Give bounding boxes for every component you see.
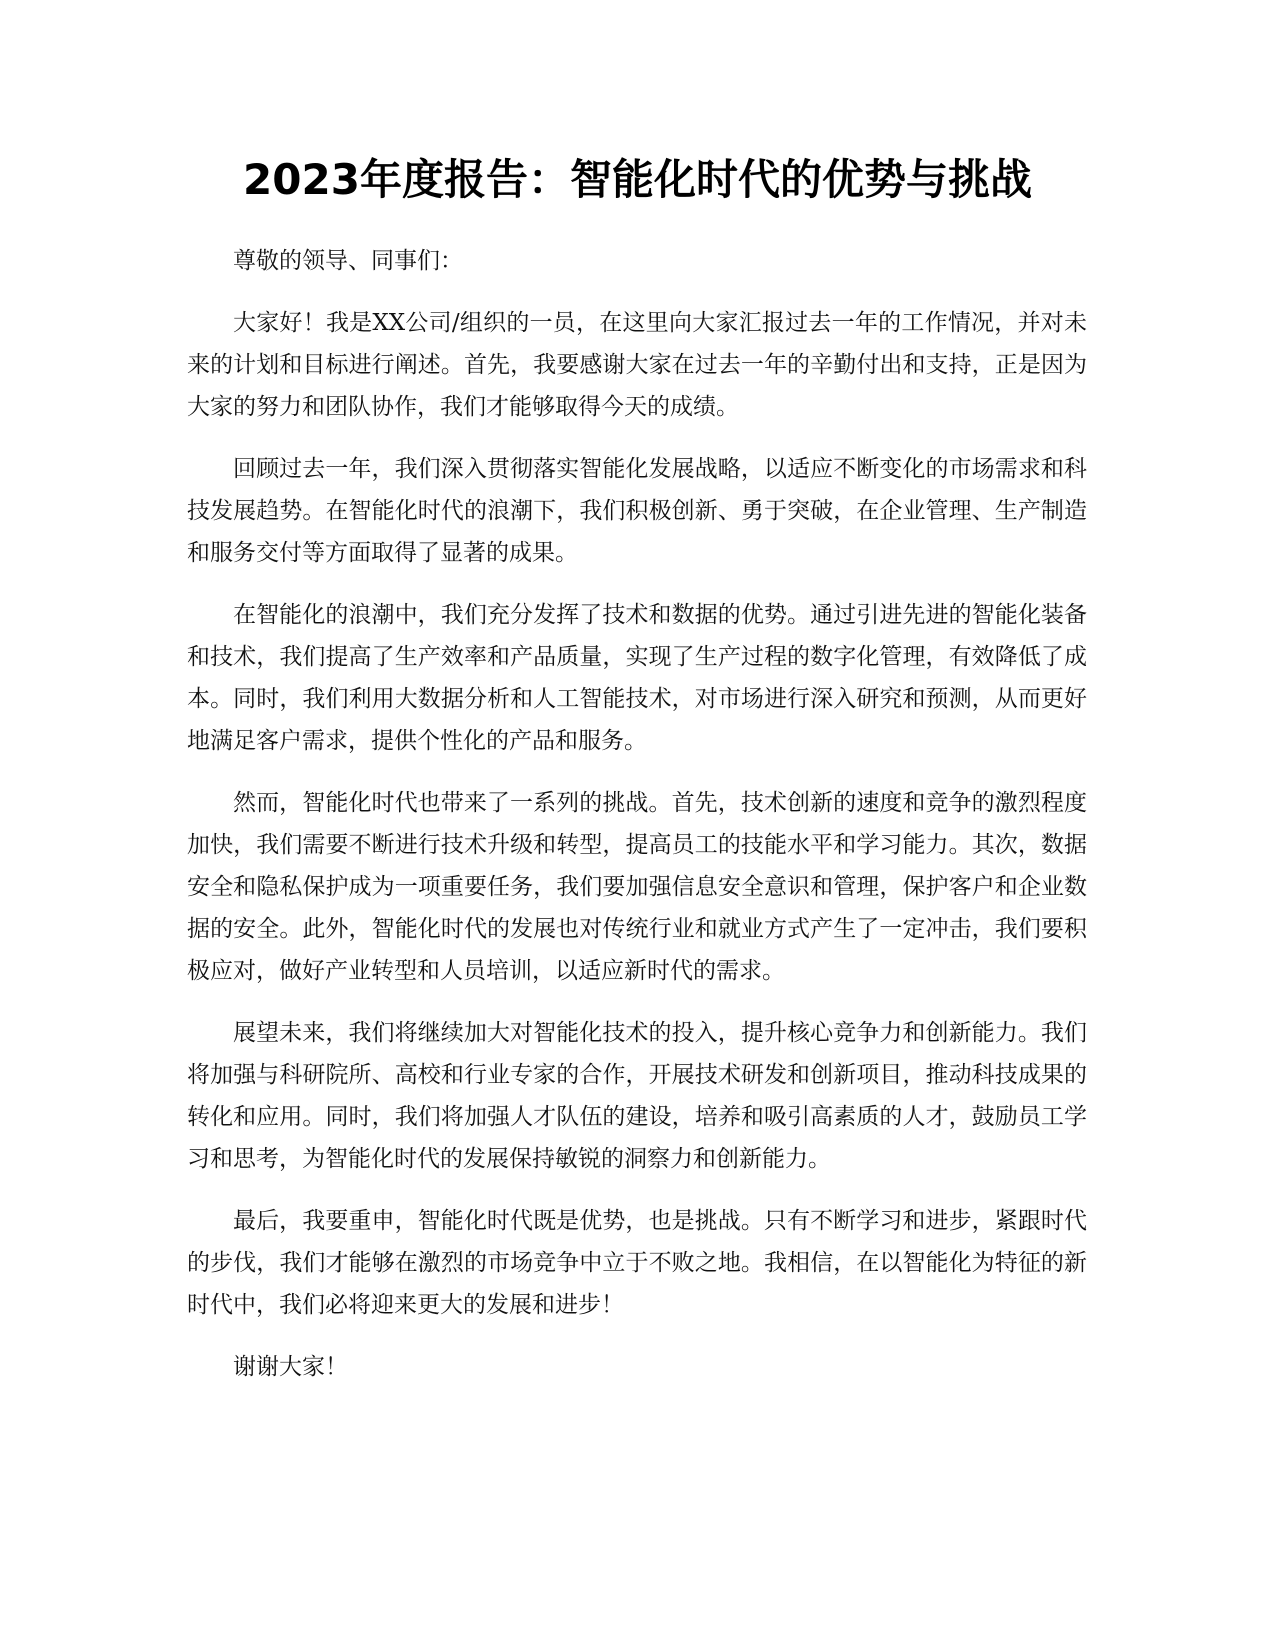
document-title: 2023年度报告：智能化时代的优势与挑战 (243, 155, 1032, 204)
closing-paragraph: 谢谢大家！ (233, 1354, 348, 1380)
document-body (187, 240, 1087, 1408)
conclusion-paragraph: 最后，我要重申，智能化时代既是优势，也是挑战。只有不断学习和进步，紧跟时代的步伐，我们才能够在激烈的市场竞争中立于不败之地。我相信，在以智能化为特征的新时代中，我们必将迎来更大的发展和进步！ (187, 1208, 1087, 1318)
advantages-paragraph: 在智能化的浪潮中，我们充分发挥了技术和数据的优势。通过引进先进的智能化装备和技术，我们提高了生产效率和产品质量，实现了生产过程的数字化管理，有效降低了成本。同时，我们利用大数据分析和人工智能技术，对市场进行深入研究和预测，从而更好地满足客户需求，提供个性化的产品和服务。 (187, 602, 1087, 754)
outlook-paragraph: 展望未来，我们将继续加大对智能化技术的投入，提升核心竞争力和创新能力。我们将加强与科研院所、高校和行业专家的合作，开展技术研发和创新项目，推动科技成果的转化和应用。同时，我们将加强人才队伍的建设，培养和吸引高素质的人才，鼓励员工学习和思考，为智能化时代的发展保持敏锐的洞察力和创新能力。 (187, 1020, 1087, 1172)
salutation-paragraph: 尊敬的领导、同事们： (233, 248, 463, 274)
challenges-paragraph: 然而，智能化时代也带来了一系列的挑战。首先，技术创新的速度和竞争的激烈程度加快，我们需要不断进行技术升级和转型，提高员工的技能水平和学习能力。其次，数据安全和隐私保护成为一项重要任务，我们要加强信息安全意识和管理，保护客户和企业数据的安全。此外，智能化时代的发展也对传统行业和就业方式产生了一定冲击，我们要积极应对，做好产业转型和人员培训，以适应新时代的需求。 (187, 790, 1087, 984)
review-paragraph: 回顾过去一年，我们深入贯彻落实智能化发展战略，以适应不断变化的市场需求和科技发展趋势。在智能化时代的浪潮下，我们积极创新、勇于突破，在企业管理、生产制造和服务交付等方面取得了显著的成果。 (187, 456, 1087, 566)
intro-paragraph: 大家好！我是XX公司/组织的一员，在这里向大家汇报过去一年的工作情况，并对未来的计划和目标进行阐述。首先，我要感谢大家在过去一年的辛勤付出和支持，正是因为大家的努力和团队协作，我们才能够取得今天的成绩。 (187, 310, 1087, 420)
